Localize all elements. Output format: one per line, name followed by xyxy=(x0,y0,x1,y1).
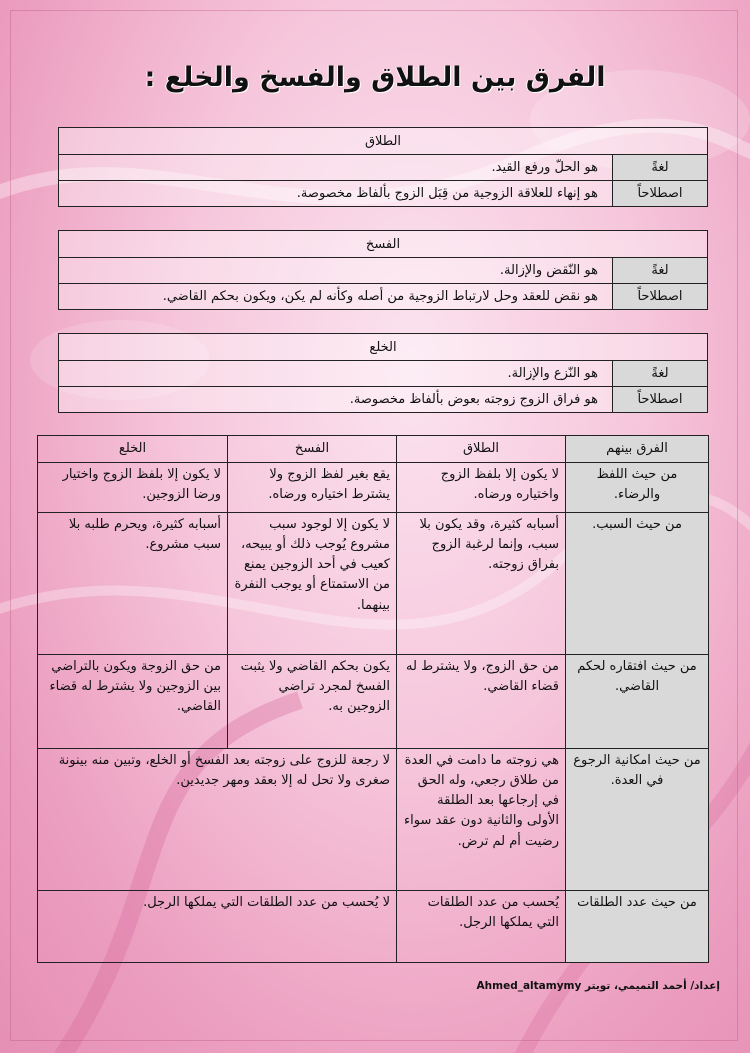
term-heading: الطلاق xyxy=(59,128,708,155)
khul-cell: لا يكون إلا بلفظ الزوج واختيار ورضا الزوجين. xyxy=(38,463,228,513)
term-heading: الخلع xyxy=(59,334,708,361)
twitter-handle: Ahmed_altamymy xyxy=(476,980,582,992)
talaq-cell: أسبابه كثيرة، وقد يكون بلا سبب، وإنما لرغبة الزوج بفراق زوجته. xyxy=(397,513,566,655)
faskh-cell: يكون بحكم القاضي ولا يثبت الفسخ لمجرد تراضي الزوجين به. xyxy=(228,655,397,749)
row-label: لغةً xyxy=(613,258,708,284)
row-label: لغةً xyxy=(613,155,708,181)
page-title: الفرق بين الطلاق والفسخ والخلع : xyxy=(144,62,606,93)
criterion-cell: من حيث السبب. xyxy=(566,513,709,655)
row-label: اصطلاحاً xyxy=(613,181,708,207)
criterion-cell: من حيث عدد الطلقات xyxy=(566,891,709,963)
criterion-cell: من حيث امكانية الرجوع في العدة. xyxy=(566,749,709,891)
talaq-cell: هي زوجته ما دامت في العدة من طلاق رجعي، وله الحق في إرجاعها بعد الطلقة الأولى والثانية دون عقد سواء رضيت أم لم ترض. xyxy=(397,749,566,891)
header-faskh: الفسخ xyxy=(228,436,397,463)
row-text: هو النّقض والإزالة. xyxy=(59,258,613,284)
row-text: هو النّزع والإزالة. xyxy=(59,361,613,387)
definition-table-talaq xyxy=(58,127,708,207)
row-text: هو فراق الزوج زوجته بعوض بألفاظ مخصوصة. xyxy=(59,387,613,413)
row-text: هو الحلّ ورفع القيد. xyxy=(59,155,613,181)
criterion-cell: من حيث اللفظ والرضاء. xyxy=(566,463,709,513)
khul-cell: من حق الزوجة ويكون بالتراضي بين الزوجين ولا يشترط له قضاء القاضي. xyxy=(38,655,228,749)
faskh-khul-merged-cell: لا يُحسب من عدد الطلقات التي يملكها الرجل. xyxy=(38,891,397,963)
faskh-cell: يقع بغير لفظ الزوج ولا يشترط اختياره ورضاه. xyxy=(228,463,397,513)
talaq-cell: من حق الزوج، ولا يشترط له قضاء القاضي. xyxy=(397,655,566,749)
faskh-cell: لا يكون إلا لوجود سبب مشروع يُوجب ذلك أو يبيحه، كعيب في أحد الزوجين يمنع من الاستمتاع أو يوجب النفرة بينهما. xyxy=(228,513,397,655)
definition-table-faskh xyxy=(58,230,708,310)
header-criterion: الفرق بينهم xyxy=(566,436,709,463)
row-label: اصطلاحاً xyxy=(613,387,708,413)
definition-table-khul xyxy=(58,333,708,413)
header-talaq: الطلاق xyxy=(397,436,566,463)
row-label: اصطلاحاً xyxy=(613,284,708,310)
author-credit xyxy=(450,980,720,992)
talaq-cell: لا يكون إلا بلفظ الزوج واختياره ورضاه. xyxy=(397,463,566,513)
comparison-table xyxy=(37,435,709,963)
faskh-khul-merged-cell: لا رجعة للزوج على زوجته بعد الفسخ أو الخلع، وتبين منه بينونة صغرى ولا تحل له إلا بعقد ومهر جديدين. xyxy=(38,749,397,891)
khul-cell: أسبابه كثيرة، ويحرم طلبه بلا سبب مشروع. xyxy=(38,513,228,655)
row-label: لغةً xyxy=(613,361,708,387)
talaq-cell: يُحسب من عدد الطلقات التي يملكها الرجل. xyxy=(397,891,566,963)
term-heading: الفسخ xyxy=(59,231,708,258)
header-khul: الخلع xyxy=(38,436,228,463)
credit-prefix: إعداد/ أحمد التميمي، تويتر xyxy=(585,980,720,992)
criterion-cell: من حيث افتقاره لحكم القاضي. xyxy=(566,655,709,749)
row-text: هو إنهاء للعلاقة الزوجية من قِبَل الزوج بألفاظ مخصوصة. xyxy=(59,181,613,207)
row-text: هو نقض للعقد وحل لارتباط الزوجية من أصله وكأنه لم يكن، ويكون بحكم القاضي. xyxy=(59,284,613,310)
